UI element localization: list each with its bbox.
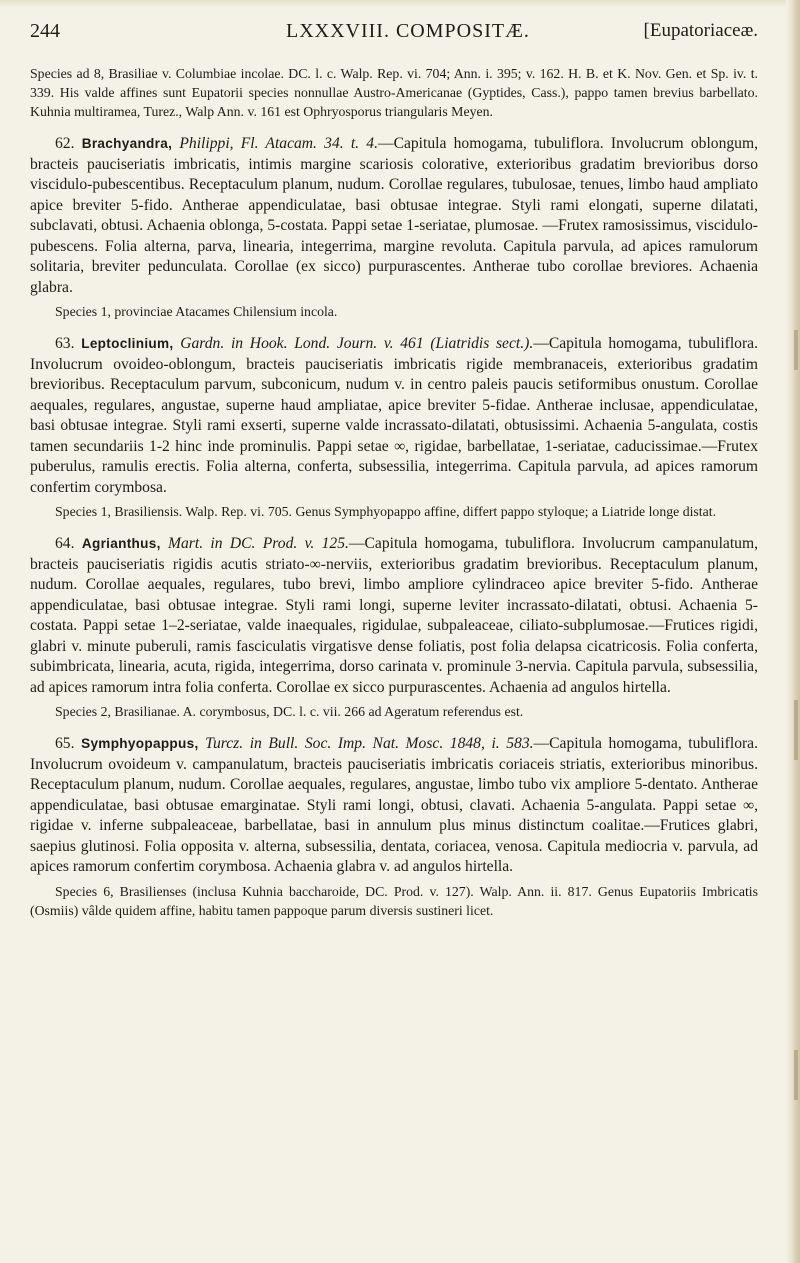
genus-citation: Philippi, Fl. Atacam. 34. t. 4. — [179, 135, 378, 152]
genus-name: Agrianthus, — [81, 536, 161, 551]
species-note: Species 2, Brasilianae. A. corymbosus, DC. l. c. vii. 266 ad Ageratum referendus est. — [55, 704, 524, 719]
genus-description: —Capitula homogama, tubuliflora. Involucrum oblongum, bracteis pauciseriatis imbricatis, intimis margine scariosis colorative, exterioribus gradatim brevioribus dorso viscidulo-pubescentibus. Receptaculum planum, nudum. Corollae regulares, tubulosae, tenues, limbo haud ampliato apice breviter 5-fido. Antherae appendiculatae, basi obtusae integrae. Styli rami elongati, superne dilatati, subclavati, obtusi. Achaenia oblonga, 5-costata. Pappi setae 1-seriatae, plumosae. —Frutex ramosissimus, viscidulo-pubescens. Folia alterna, parva, linearia, integerrima, margine revoluta. Capitula parvula, ad apices ramulorum solitaria, breviter pedunculata. Corollae (ex sicco) purpurascentes. Antherae tubo corollae breviores. Achaenia glabra. — [30, 135, 758, 296]
genus-entry — [30, 334, 758, 521]
genus-citation: Gardn. in Hook. Lond. Journ. v. 461 (Liatridis sect.). — [180, 335, 534, 352]
page-edge-mark — [794, 700, 798, 760]
genus-name: Symphyopappus, — [81, 736, 199, 751]
section-title: [Eupatoriaceæ. — [643, 20, 758, 41]
page-top-shadow — [0, 0, 800, 8]
genus-description-block — [30, 134, 758, 298]
page-body — [30, 64, 758, 920]
running-header — [30, 20, 758, 46]
genus-description: —Capitula homogama, tubuliflora. Involucrum campanulatum, bracteis pauciseriatis rigidis acutis striato-∞-nerviis, exterioribus gradatim brevioribus. Receptaculum planum, nudum. Corollae aequales, regulares, tubo brevi, limbo ampliore cylindraceo apice breviter 5-fido. Antherae appendiculatae, basi obtusae integrae. Styli rami longi, superne leviter incrassato-dilatati, obtusi. Achaenia 5-costata. Pappi setae 1–2-seriatae, valde inaequales, rigidulae, subpaleaceae, ciliato-subplumosae.—Frutices rigidi, glabri v. minute puberuli, ramis fasciculatis virgatisve dense foliatis, post folia delapsa cicatricosis. Folia conferta, subimbricata, linearia, acuta, rigida, integerrima, dorso carinata v. prominule 3-nervia. Capitula parvula, subsessilia, ad apices ramorum intra folia conferta. Corollae ex sicco purpurascentes. Achaenia ad angulos hirtella. — [30, 535, 759, 696]
genus-citation: Turcz. in Bull. Soc. Imp. Nat. Mosc. 1848, i. 583. — [205, 735, 534, 752]
genus-entry — [30, 534, 758, 721]
genus-citation: Mart. in DC. Prod. v. 125. — [168, 535, 349, 552]
species-note: Species 6, Brasilienses (inclusa Kuhnia baccharoide, DC. Prod. v. 127). Walp. Ann. ii. 817. Genus Eupatoriis Imbricatis (Osmiis) vâlde quidem affine, habitu tamen pappoque parum diversis sustineri licet. — [30, 883, 758, 918]
genus-number: 63. — [55, 335, 75, 352]
genus-entry — [30, 734, 758, 920]
top-note: Species ad 8, Brasiliae v. Columbiae incolae. DC. l. c. Walp. Rep. vi. 704; Ann. i. 395; v. 162. H. B. et K. Nov. Gen. et Sp. iv. t. 339. His valde affines sunt Eupatorii species nonnullae Austro-Americanae (Gyptides, Cass.), pappo tamen brevius barbellato. Kuhnia multiramea, Turez., Walp Ann. v. 161 est Ophryosporus triangularis Meyen. — [30, 66, 758, 119]
species-note: Species 1, Brasiliensis. Walp. Rep. vi. 705. Genus Symphyopappo affine, differt pappo styloque; a Liatride longe distat. — [55, 504, 717, 519]
genus-number: 65. — [55, 735, 75, 752]
genus-description-block — [30, 734, 758, 878]
genus-number: 64. — [55, 535, 75, 552]
genus-number: 62. — [55, 135, 75, 152]
page-edge-mark — [794, 1050, 798, 1100]
genus-name: Leptoclinium, — [81, 336, 174, 351]
genus-description: —Capitula homogama, tubuliflora. Involucrum ovoideum v. campanulatum, bracteis pauciseriatis imbricatis coriaceis striatis, exterioribus minoribus. Receptaculum planum, nudum. Corollae aequales, regulares, angustae, limbo tubo vix ampliore 5-dentato. Antherae appendiculatae, basi obtusae emarginatae. Styli rami longi, obtusi, clavati. Achaenia 5-angulata. Pappi setae ∞, rigidae v. inferne subpaleaceae, barbellatae, basi in annulum plus minus distinctum coalitae.—Frutices glabri, saepius glutinosi. Folia opposita v. alterna, subsessilia, dentata, coriacea, venosa. Capitula mediocria v. parvula, ad apices ramorum confertim corymbosa. Achaenia glabra v. ad angulos hirtella. — [30, 735, 759, 875]
genus-description-block — [30, 534, 758, 698]
page-number: 244 — [30, 20, 60, 42]
species-note: Species 1, provinciae Atacames Chilensium incola. — [55, 304, 338, 319]
running-title: LXXXVIII. COMPOSITÆ. — [286, 20, 530, 42]
genus-description-block — [30, 334, 758, 498]
genus-name: Brachyandra, — [81, 136, 173, 151]
page-edge-mark — [794, 330, 798, 370]
genus-description: —Capitula homogama, tubuliflora. Involucrum ovoideo-oblongum, bracteis pauciseriatis imbricatis rigide membranaceis, exterioribus gradatim brevioribus. Receptaculum parvum, subconicum, nudum v. in centro paleis paucis setiformibus onustum. Corollae aequales, regulares, angustae, superne haud ampliatae, apice breviter 5-fidae. Antherae inclusae, appendiculatae, basi obtusae integrae. Styli rami exserti, superne valde incrassato-dilatati, obtusissimi. Achaenia 5-angulata, costis tamen secundariis 1-2 hinc inde prominulis. Pappi setae ∞, rigidae, barbellatae, 1-seriatae, caducissimae.—Frutex puberulus, ramulis erectis. Folia alterna, conferta, subsessilia, integerrima. Capitula parvula, ad apices ramorum confertim corymbosa. — [30, 335, 758, 496]
genus-entry — [30, 134, 758, 321]
